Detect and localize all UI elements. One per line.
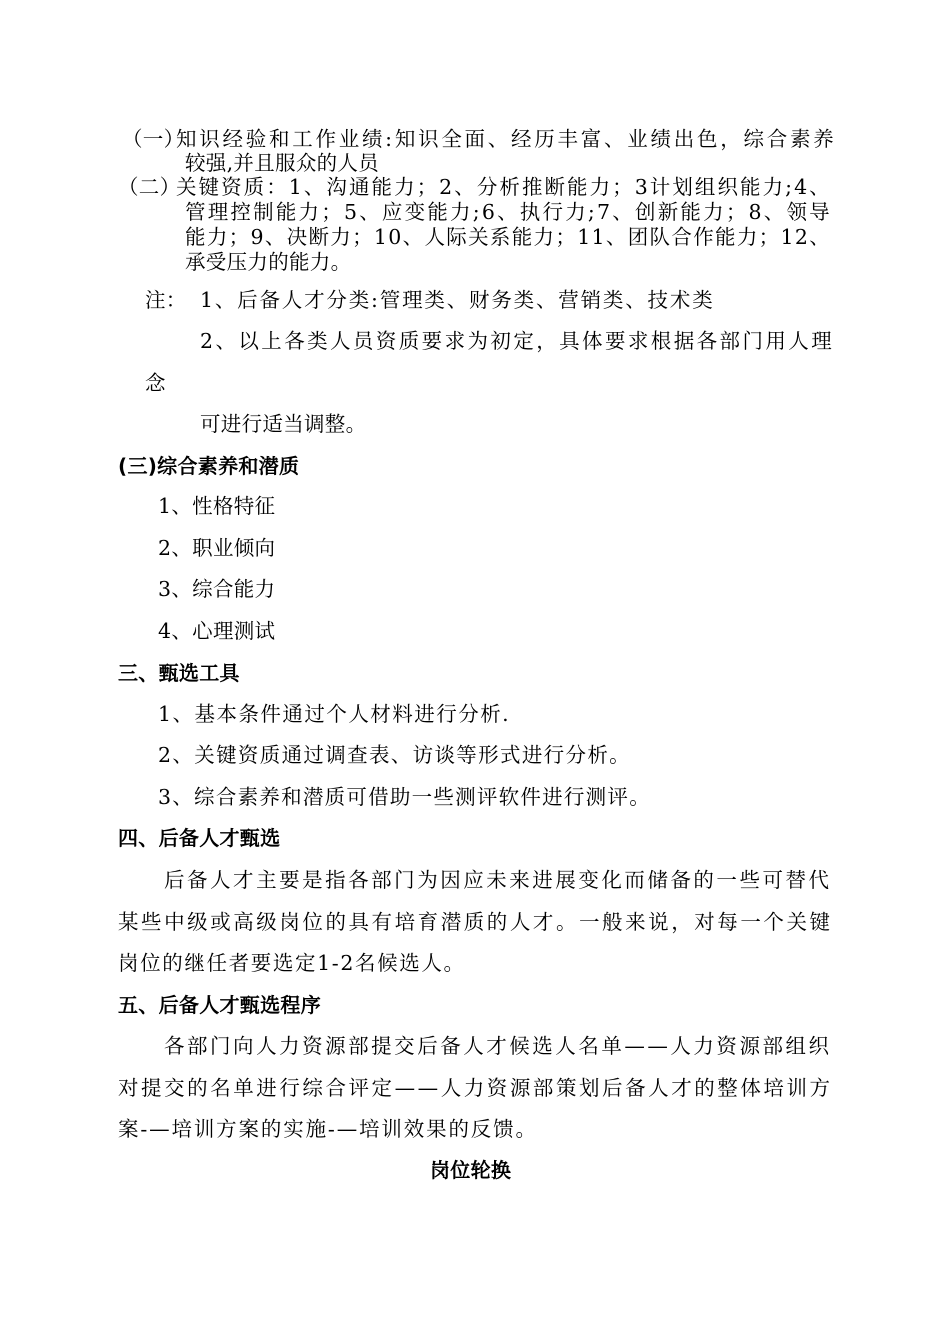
potential-item: 2、职业倾向 — [158, 536, 276, 560]
procedure-paragraph-line: 各部门向人力资源部提交后备人才候选人名单——人力资源部组织 — [164, 1034, 832, 1058]
selection-paragraph-line: 后备人才主要是指各部门为因应未来进展变化而储备的一些可替代 — [164, 868, 832, 892]
note-1: 1、后备人才分类:管理类、财务类、营销类、技术类 — [200, 288, 715, 312]
tools-item: 3、综合素养和潜质可借助一些测评软件进行测评。 — [158, 785, 651, 809]
next-section-title: 岗位轮换 — [430, 1158, 512, 1182]
heading-potential: (三)综合素养和潜质 — [118, 454, 300, 478]
procedure-paragraph-line: 案-—培训方案的实施-—培训效果的反馈。 — [118, 1117, 538, 1141]
selection-paragraph-line: 岗位的继任者要选定1-2名候选人。 — [118, 951, 466, 975]
item2-line1: 关键资质：1、沟通能力；2、分析推断能力；3计划组织能力;4、 — [176, 175, 832, 199]
heading-selection: 四、后备人才甄选 — [118, 826, 281, 850]
selection-paragraph-line: 某些中级或高级岗位的具有培育潜质的人才。一般来说，对每一个关键 — [118, 910, 833, 934]
note-2-line1: 2、以上各类人员资质要求为初定，具体要求根据各部门用人理 — [200, 329, 835, 353]
item1-line2: 较强,并且服众的人员 — [185, 151, 380, 175]
note-2-line3: 可进行适当调整。 — [200, 412, 367, 436]
note-2-line2: 念 — [145, 371, 166, 395]
potential-item: 1、性格特征 — [158, 494, 276, 518]
tools-item: 2、关键资质通过调查表、访谈等形式进行分析。 — [158, 743, 632, 767]
heading-procedure: 五、后备人才甄选程序 — [118, 993, 321, 1017]
item2-lead: （二） — [118, 175, 181, 199]
heading-tools: 三、甄选工具 — [118, 661, 240, 685]
item2-line2: 管理控制能力；5、应变能力;6、执行力;7、创新能力；8、领导 — [185, 200, 832, 224]
potential-item: 4、心理测试 — [158, 619, 276, 643]
potential-item: 3、综合能力 — [158, 577, 276, 601]
notes-label: 注： — [145, 288, 187, 312]
item1-lead: （一） — [122, 127, 185, 151]
item2-line3: 能力；9、决断力；10、人际关系能力；11、团队合作能力；12、 — [185, 225, 832, 249]
item1-line1: 知识经验和工作业绩:知识全面、经历丰富、业绩出色，综合素养 — [176, 127, 837, 151]
item2-line4: 承受压力的能力。 — [185, 250, 352, 274]
tools-item: 1、基本条件通过个人材料进行分析. — [158, 702, 511, 726]
procedure-paragraph-line: 对提交的名单进行综合评定——人力资源部策划后备人才的整体培训方 — [118, 1076, 833, 1100]
